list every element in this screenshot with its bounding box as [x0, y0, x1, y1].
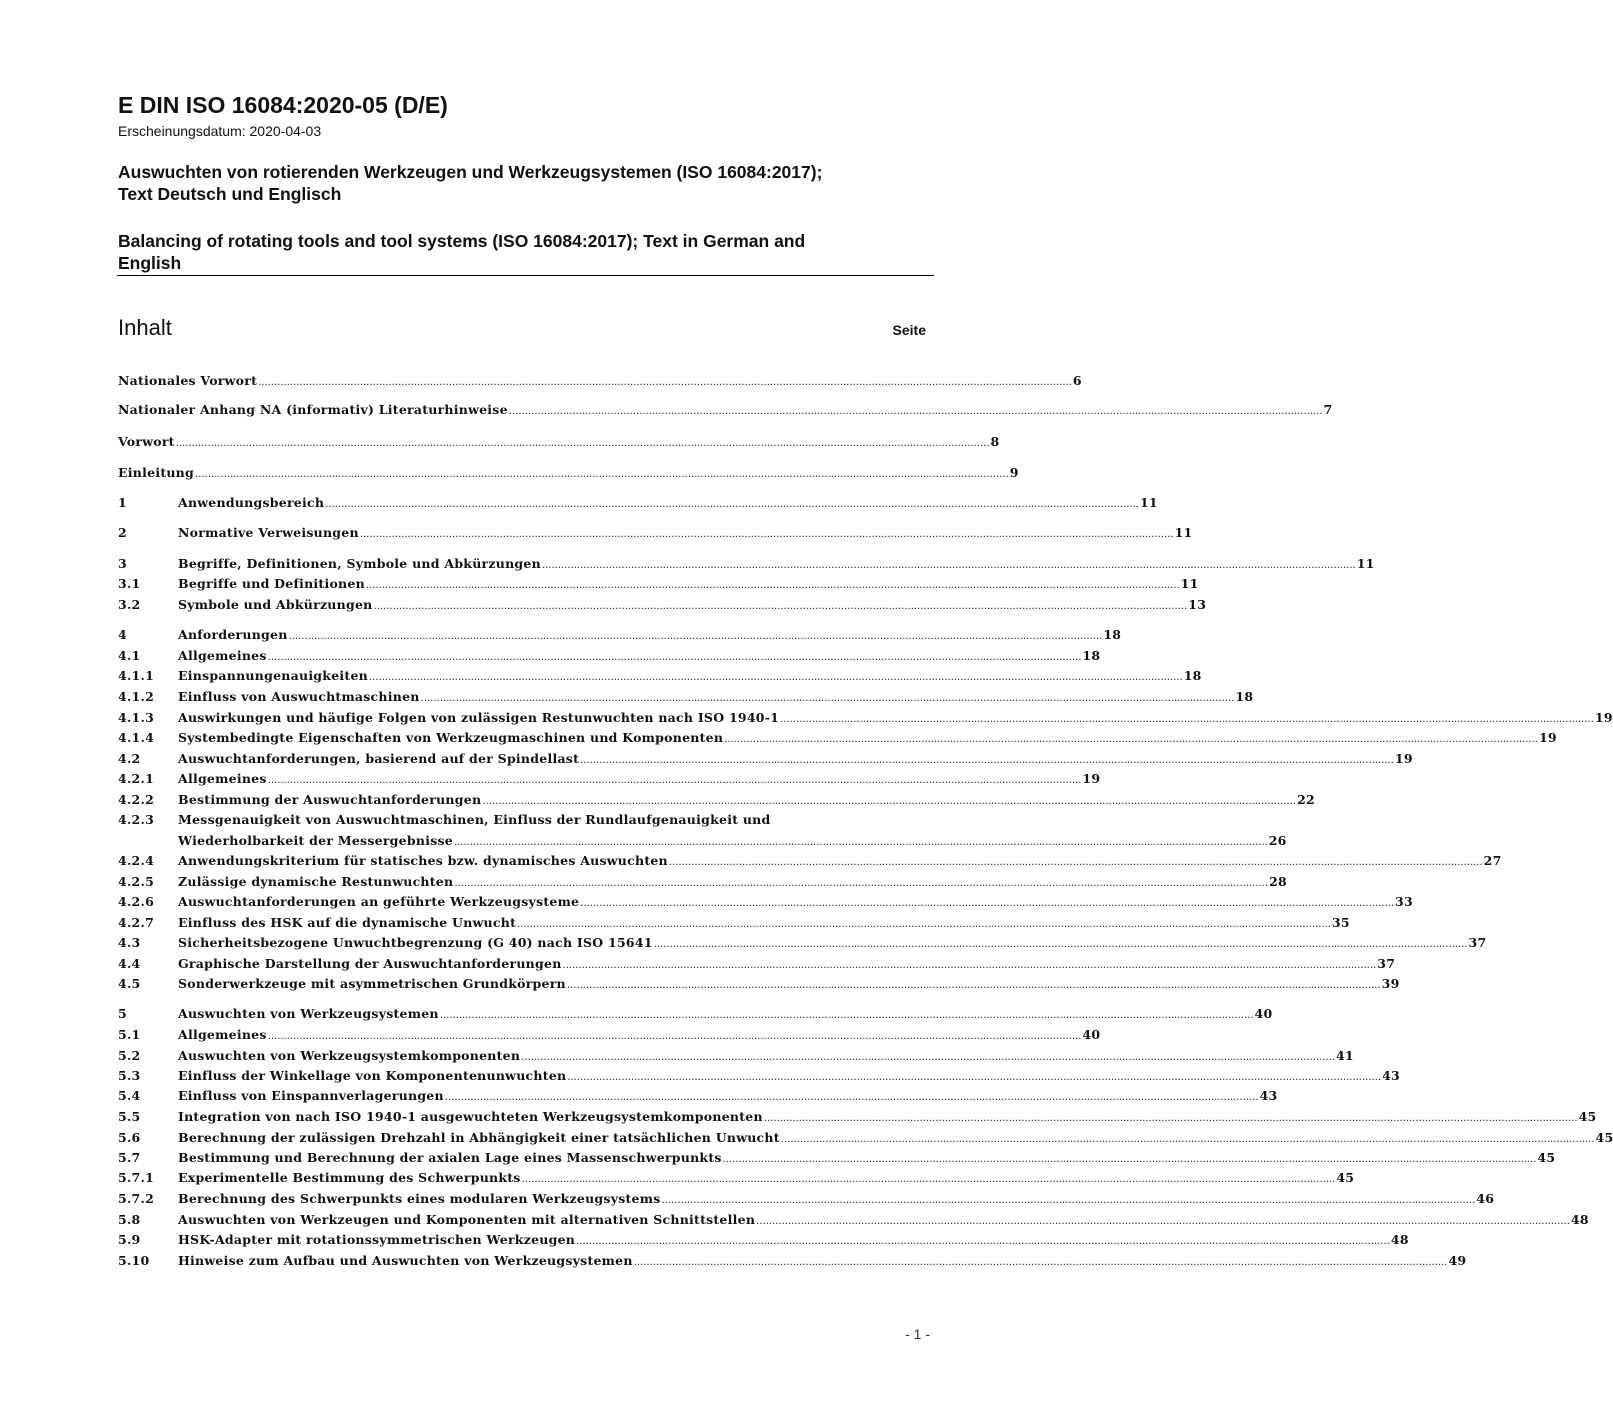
toc-entry-number: 4.2.1 [118, 771, 155, 786]
toc-entry[interactable] [118, 687, 1254, 710]
toc-entry-page: 18 [1235, 689, 1254, 704]
toc-entry-number: 4.3 [118, 935, 141, 950]
toc-entry-title: Sicherheitsbezogene Unwuchtbegrenzung (G 40) nach ISO 15641 [178, 935, 653, 950]
toc-entry-title: Normative Verweisungen [178, 525, 359, 540]
toc-entry[interactable] [118, 400, 1333, 423]
toc-entry-page: 41 [1335, 1048, 1354, 1063]
toc-entry[interactable] [118, 1230, 1409, 1253]
toc-dot-leader [176, 434, 990, 455]
toc-entry-page: 43 [1382, 1068, 1400, 1083]
toc-entry[interactable] [118, 1251, 1467, 1274]
toc-entry-title: Hinweise zum Aufbau und Auswuchten von Werkzeugsystemen [178, 1253, 633, 1268]
toc-entry-page: 19 [1394, 751, 1413, 766]
toc-entry-title: Auswuchtanforderungen an geführte Werkzeugsysteme [178, 894, 580, 909]
toc-entry-page: 49 [1448, 1253, 1467, 1268]
toc-entry-page: 8 [990, 434, 1000, 449]
toc-entry-page: 19 [1594, 710, 1613, 725]
toc-entry-page: 11 [1356, 556, 1375, 571]
toc-entry-title: Berechnung des Schwerpunkts eines modularen Werkzeugsystems [178, 1191, 661, 1206]
toc-entry-title: Experimentelle Bestimmung des Schwerpunkts [178, 1170, 521, 1185]
toc-entry-title: Anforderungen [178, 627, 288, 642]
toc-entry-page: 40 [1254, 1006, 1273, 1021]
toc-entry-title: Einspannungenauigkeiten [178, 668, 368, 683]
toc-entry[interactable] [118, 574, 1199, 597]
toc-entry-page: 40 [1082, 1027, 1101, 1042]
toc-entry[interactable] [118, 595, 1207, 618]
toc-entry-title: Nationales Vorwort [118, 373, 258, 388]
toc-entry-number: 5.7 [118, 1150, 141, 1165]
toc-entry[interactable] [118, 625, 1122, 648]
toc-entry-title: Berechnung der zulässigen Drehzahl in Abhängigkeit einer tatsächlichen Unwucht [178, 1130, 780, 1145]
toc-entry-title: HSK-Adapter mit rotationssymmetrischen Werkzeugen [178, 1232, 576, 1247]
page-number: - 1 - [905, 1326, 930, 1342]
toc-entry-title: Sonderwerkzeuge mit asymmetrischen Grundkörpern [178, 976, 566, 991]
toc-page-column-label: Seite [892, 322, 926, 338]
toc-entry[interactable] [118, 463, 1019, 486]
toc-entry-number: 4.2 [118, 751, 141, 766]
toc-entry-number: 5.7.2 [118, 1191, 155, 1206]
toc-entry-number: 4.1.2 [118, 689, 155, 704]
toc-dot-leader [567, 976, 1381, 997]
toc-dot-leader [258, 373, 1072, 394]
toc-entry-page: 45 [1537, 1150, 1556, 1165]
toc-entry-title: Graphische Darstellung der Auswuchtanforderungen [178, 956, 562, 971]
toc-entry[interactable] [118, 974, 1400, 997]
toc-entry[interactable] [118, 523, 1193, 546]
toc-entry-number: 5.10 [118, 1253, 150, 1268]
toc-entry-title: Einleitung [118, 465, 195, 480]
toc-entry-number: 4.2.5 [118, 874, 155, 889]
toc-entry[interactable] [118, 432, 1000, 455]
toc-entry-page: 45 [1578, 1109, 1597, 1124]
title-english [118, 230, 918, 274]
toc-entry-page: 11 [1180, 576, 1199, 591]
toc-entry-number: 4.4 [118, 956, 141, 971]
toc-entry-page: 26 [1268, 832, 1287, 848]
toc-entry-number: 1 [118, 495, 127, 510]
toc-entry-title: Nationaler Anhang NA (informativ) Literaturhinweise [118, 402, 508, 417]
toc-entry-page: 37 [1377, 956, 1396, 971]
toc-entry-page: 19 [1538, 730, 1557, 745]
toc-dot-leader [325, 495, 1139, 516]
toc-dot-leader [369, 668, 1183, 689]
toc-entry-number: 3.1 [118, 576, 141, 591]
toc-entry-title: Auswirkungen und häufige Folgen von zulässigen Restunwuchten nach ISO 1940-1 [178, 710, 780, 725]
toc-dot-leader [195, 465, 1009, 486]
toc-entry-page: 22 [1297, 792, 1315, 807]
toc-entry-number: 5.8 [118, 1212, 141, 1227]
toc-entry-number: 4.1.1 [118, 668, 155, 683]
toc-entry-number: 3 [118, 556, 127, 571]
toc-entry-title: Allgemeines [178, 1027, 267, 1042]
toc-entry-page: 39 [1381, 976, 1400, 991]
toc-entry-number: 4.1.4 [118, 730, 155, 745]
toc-entry-title: Vorwort [118, 434, 175, 449]
toc-entry-page: 6 [1072, 373, 1082, 388]
toc-entry-title: Integration von nach ISO 1940-1 ausgewuchteten Werkzeugsystemkomponenten [178, 1109, 763, 1124]
toc-dot-leader [654, 935, 1468, 956]
toc-entry-page: 18 [1183, 668, 1202, 683]
toc-entry-page: 19 [1082, 771, 1101, 786]
toc-entry-number: 4.2.7 [118, 915, 155, 930]
toc-dot-leader [440, 1006, 1254, 1027]
toc-entry-title: Anwendungsbereich [178, 495, 325, 510]
toc-dot-leader [669, 853, 1483, 874]
toc-entry-number: 4.1 [118, 648, 141, 663]
toc-entry-page: 11 [1174, 525, 1193, 540]
toc-entry-title: Allgemeines [178, 648, 267, 663]
toc-dot-leader [268, 771, 1082, 792]
toc-entry[interactable] [118, 769, 1101, 792]
toc-entry-number: 4.2.2 [118, 792, 155, 807]
toc-entry[interactable] [118, 892, 1413, 915]
toc-entry-number: 5 [118, 1006, 127, 1021]
toc-dot-leader [662, 1191, 1476, 1212]
toc-entry-number: 4.5 [118, 976, 141, 991]
toc-entry-title: Bestimmung der Auswuchtanforderungen [178, 792, 482, 807]
toc-dot-leader [522, 1170, 1336, 1191]
toc-dot-leader [580, 894, 1394, 915]
toc-entry-title: Begriffe und Definitionen [178, 576, 365, 591]
toc-entry-number: 4 [118, 627, 127, 642]
toc-entry[interactable] [118, 728, 1557, 751]
toc-entry-number: 5.5 [118, 1109, 141, 1124]
toc-entry[interactable] [118, 1086, 1278, 1109]
toc-entry-title: Einfluss der Winkellage von Komponentenunwuchten [178, 1068, 567, 1083]
toc-entry-number: 3.2 [118, 597, 141, 612]
toc-dot-leader [366, 576, 1180, 597]
toc-entry-page: 7 [1323, 402, 1333, 417]
toc-entry-title: Auswuchten von Werkzeugen und Komponenten mit alternativen Schnittstellen [178, 1212, 756, 1227]
toc-entry-page: 35 [1331, 915, 1350, 930]
toc-entry-title: Auswuchtanforderungen, basierend auf der Spindellast [178, 751, 580, 766]
toc-entry-page: 18 [1082, 648, 1101, 663]
toc-entry-number: 5.6 [118, 1130, 141, 1145]
title-german-line-2: Text Deutsch und Englisch [118, 184, 342, 204]
toc-entry-number: 4.1.3 [118, 710, 155, 725]
toc-dot-leader [445, 1088, 1259, 1109]
toc-entry-page: 45 [1595, 1130, 1613, 1145]
toc-entry[interactable] [118, 1168, 1355, 1191]
toc-entry[interactable] [118, 1004, 1273, 1027]
title-english-line-2: English [118, 253, 182, 273]
toc-entry-title: Zulässige dynamische Restunwuchten [178, 874, 454, 889]
toc-dot-leader [509, 402, 1323, 423]
toc-dot-leader [724, 730, 1538, 751]
title-german [118, 161, 930, 205]
toc-entry-page: 27 [1483, 853, 1502, 868]
toc-entry-number: 4.2.4 [118, 853, 155, 868]
toc-dot-leader [634, 1253, 1448, 1274]
toc-entry-title: Einfluss des HSK auf die dynamische Unwucht [178, 915, 517, 930]
toc-entry-number: 4.2.3 [118, 812, 155, 827]
toc-entry-page: 45 [1336, 1170, 1355, 1185]
toc-entry-page: 46 [1476, 1191, 1495, 1206]
toc-entry-number: 2 [118, 525, 127, 540]
publication-date: Erscheinungsdatum: 2020-04-03 [118, 123, 322, 139]
toc-entry[interactable] [118, 371, 1082, 394]
toc-dot-leader [289, 627, 1103, 648]
toc-entry-page: 48 [1570, 1212, 1589, 1227]
toc-entry-title: Symbole und Abkürzungen [178, 597, 373, 612]
toc-entry-number: 5.3 [118, 1068, 141, 1083]
toc-entry-title: Bestimmung und Berechnung der axialen Lage eines Massenschwerpunkts [178, 1150, 722, 1165]
toc-entry-title-continued: Wiederholbarkeit der Messergebnisse [178, 832, 453, 848]
toc-entry-number: 4.2.6 [118, 894, 155, 909]
toc-entry[interactable] [118, 851, 1502, 874]
toc-entry-title: Allgemeines [178, 771, 267, 786]
title-german-line-1: Auswuchten von rotierenden Werkzeugen und Werkzeugsystemen (ISO 16084:2017); [118, 162, 823, 182]
toc-dot-leader [421, 689, 1235, 710]
toc-entry[interactable] [118, 1025, 1101, 1048]
document-id: E DIN ISO 16084:2020-05 (D/E) [118, 92, 448, 118]
toc-entry-page: 37 [1468, 935, 1487, 950]
toc-entry-title: Systembedingte Eigenschaften von Werkzeugmaschinen und Komponenten [178, 730, 724, 745]
toc-entry-title: Einfluss von Einspannverlagerungen [178, 1088, 444, 1103]
toc-entry-page: 18 [1103, 627, 1122, 642]
toc-entry-page: 33 [1395, 894, 1413, 909]
toc-entry-title: Auswuchten von Werkzeugsystemkomponenten [178, 1048, 521, 1063]
toc-entry-page: 9 [1009, 465, 1019, 480]
toc-entry-number: 5.7.1 [118, 1170, 155, 1185]
toc-heading: Inhalt [118, 315, 172, 340]
toc-entry-page: 43 [1259, 1088, 1278, 1103]
toc-entry-title: Einfluss von Auswuchtmaschinen [178, 689, 420, 704]
toc-entry-page: 11 [1139, 495, 1158, 510]
title-divider [117, 275, 934, 276]
toc-entry-number: 5.1 [118, 1027, 141, 1042]
toc-entry-title: Anwendungskriterium für statisches bzw. dynamisches Auswuchten [178, 853, 668, 868]
toc-entry-number: 5.2 [118, 1048, 141, 1063]
toc-dot-leader [268, 1027, 1082, 1048]
toc-entry-title: Messgenauigkeit von Auswuchtmaschinen, Einfluss der Rundlaufgenauigkeit und [178, 812, 771, 827]
toc-entry[interactable] [118, 1107, 1597, 1130]
toc-dot-leader [360, 525, 1174, 546]
toc-entry[interactable] [118, 493, 1158, 516]
toc-entry-page: 13 [1188, 597, 1207, 612]
toc-entry-page: 48 [1390, 1232, 1409, 1247]
toc-dot-leader [764, 1109, 1578, 1130]
toc-entry[interactable] [118, 666, 1202, 689]
toc-dot-leader [576, 1232, 1390, 1253]
toc-entry[interactable] [118, 810, 1287, 853]
toc-entry[interactable] [118, 933, 1487, 956]
toc-entry-title: Begriffe, Definitionen, Symbole und Abkürzungen [178, 556, 541, 571]
toc-entry-title: Auswuchten von Werkzeugsystemen [178, 1006, 439, 1021]
toc-entry-page: 28 [1269, 874, 1287, 889]
toc-entry-number: 5.9 [118, 1232, 141, 1247]
toc-entry-number: 5.4 [118, 1088, 141, 1103]
toc-entry[interactable] [118, 1189, 1495, 1212]
toc-dot-leader [374, 597, 1188, 618]
title-english-line-1: Balancing of rotating tools and tool systems (ISO 16084:2017); Text in German and [118, 231, 806, 251]
toc-dot-leader [454, 833, 1268, 854]
